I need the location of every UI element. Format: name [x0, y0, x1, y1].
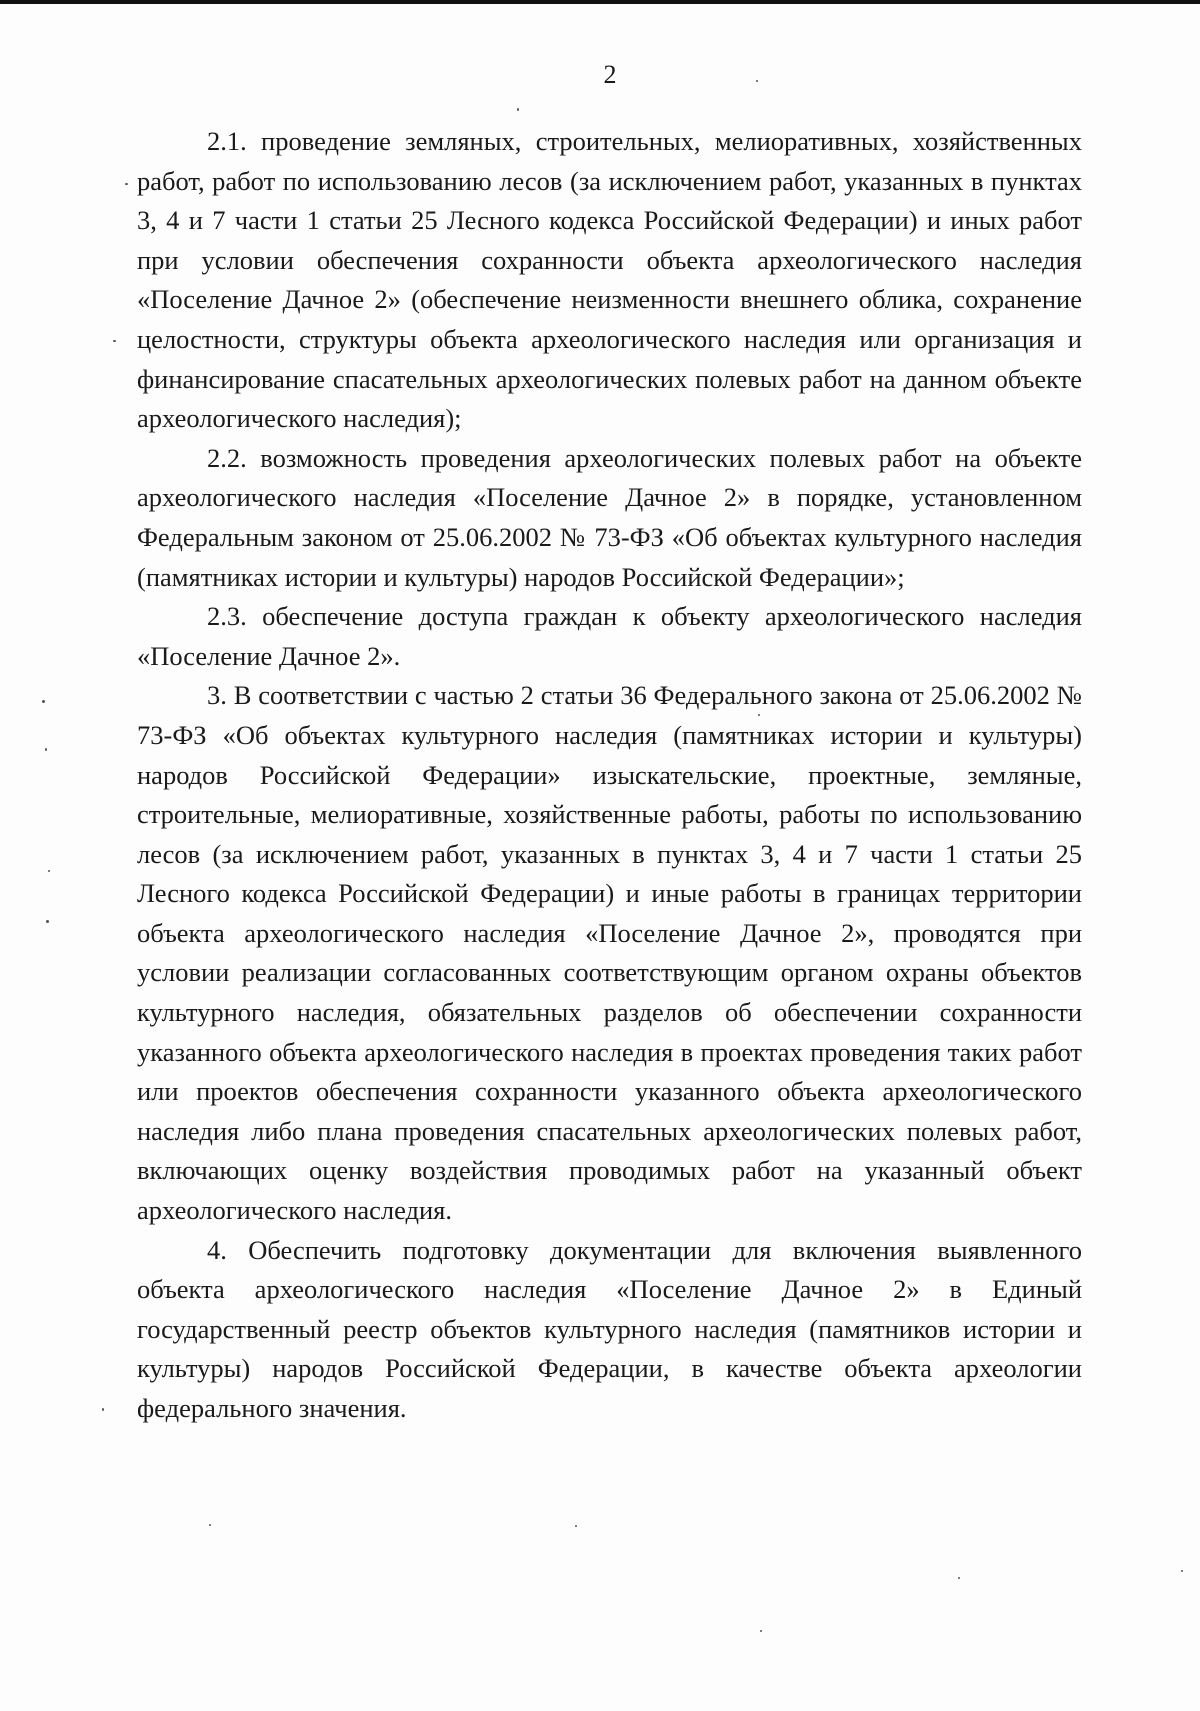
scan-speck: [48, 870, 50, 872]
paragraph-4: 4. Обеспечить подготовку документации для включения выявленного объекта археологического наследия «Поселение Дачное 2» в Единый государственный реестр объектов культурного наследия (памятников истории и культуры) народов Российской Федерации, в качестве объекта археологии федерального значения.: [137, 1234, 1082, 1423]
scan-speck: [517, 108, 519, 111]
scan-speck: [125, 183, 128, 185]
paragraph-2-1: 2.1. проведение земляных, строительных, мелиоративных, хозяйственных работ, работ по использованию лесов (за исключением работ, указанных в пунктах 3, 4 и 7 части 1 статьи 25 Лесного кодекса Российской Федерации) и иных работ при условии обеспечения сохранности объекта археологического наследия «Поселение Дачное 2» (обеспечение неизменности внешнего облика, сохранение целостности, структуры объекта археологического наследия или организация и финансирование спасательных археологических полевых работ на данном объекте археологического наследия);: [137, 126, 1082, 434]
paragraph-2-2: 2.2. возможность проведения археологических полевых работ на объекте археологического наследия «Поселение Дачное 2» в порядке, установленном Федеральным законом от 25.06.2002 № 73-ФЗ «Об объектах культурного наследия (памятниках истории и культуры) народов Российской Федерации»;: [137, 442, 1082, 592]
scan-speck: [45, 748, 47, 751]
scan-speck: [958, 1577, 960, 1579]
document-body: [137, 122, 1082, 1429]
scan-speck: [102, 1408, 104, 1411]
scan-speck: [1181, 1570, 1183, 1572]
scan-speck: [46, 920, 49, 923]
page-number: 2: [603, 60, 617, 89]
paragraph-3: 3. В соответствии с частью 2 статьи 36 Федерального закона от 25.06.2002 № 73-ФЗ «Об объектах культурного наследия (памятниках истории и культуры) народов Российской Федерации» изыскательские, проектные, земляные, строительные, мелиоративные, хозяйственные работы, работы по использованию лесов (за исключением работ, указанных в пунктах 3, 4 и 7 части 1 статьи 25 Лесного кодекса Российской Федерации) и иные работы в границах территории объекта археологического наследия «Поселение Дачное 2», проводятся при условии реализации согласованных соответствующим органом охраны объектов культурного наследия, обязательных разделов об обеспечении сохранности указанного объекта археологического наследия в проектах проведения таких работ или проектов обеспечения сохранности указанного объекта археологического наследия либо плана проведения спасательных археологических полевых работ, включающих оценку воздействия проводимых работ на указанный объект археологического наследия.: [137, 680, 1082, 1226]
scan-speck: [760, 1630, 762, 1632]
scan-speck: [758, 714, 760, 716]
scan-speck: [575, 1525, 577, 1527]
scan-speck: [113, 340, 116, 342]
scan-speck: [209, 1524, 211, 1526]
scan-top-edge: [0, 0, 1200, 4]
scan-speck: [42, 700, 45, 703]
paragraph-2-3: 2.3. обеспечение доступа граждан к объекту археологического наследия «Поселение Дачное 2».: [137, 601, 1082, 671]
scan-speck: [756, 80, 758, 82]
